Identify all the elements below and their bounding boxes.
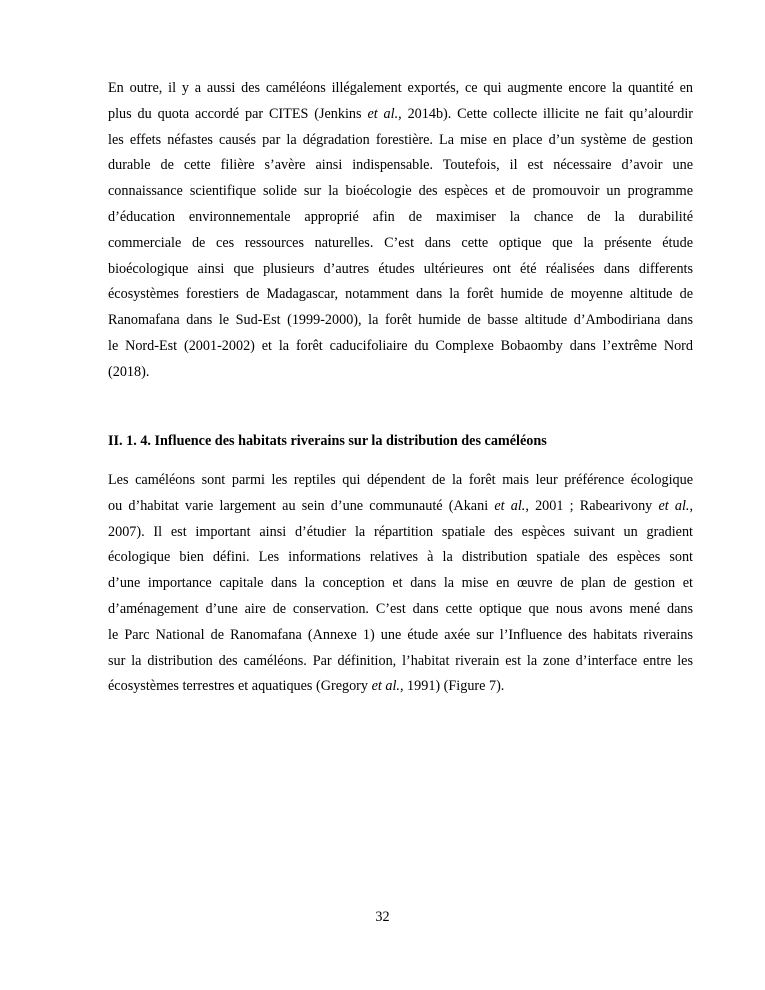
paragraph-riparian-habitats bbox=[108, 468, 693, 700]
paragraph-line: plus du quota accordé par CITES (Jenkins et al., 2014b). Cette collecte illicite ne fait qu’alourdir bbox=[108, 105, 693, 122]
paragraph-line: sur la distribution des caméléons. Par définition, l’habitat riverain est la zone d’interface entre les bbox=[108, 652, 693, 669]
paragraph-line: d’une importance capitale dans la conception et dans la mise en œuvre de plan de gestion et bbox=[108, 575, 693, 592]
paragraph-line: Les caméléons sont parmi les reptiles qui dépendent de la forêt mais leur préférence écologique bbox=[108, 472, 693, 488]
paragraph-line: connaissance scientifique solide sur la bioécologie des espèces et de promouvoir un programme bbox=[108, 183, 693, 200]
paragraph-line: commerciale de ces ressources naturelles. C’est dans cette optique que la présente étude bbox=[108, 234, 693, 251]
paragraph-line: écosystèmes forestiers de Madagascar, notamment dans la forêt humide de moyenne altitude de bbox=[108, 286, 693, 303]
paragraph-line: (2018). bbox=[108, 363, 150, 380]
paragraph-line: 2007). Il est important ainsi d’étudier la répartition spatiale des espèces suivant un gradient bbox=[108, 523, 693, 540]
paragraph-line: ou d’habitat varie largement au sein d’une communauté (Akani et al., 2001 ; Rabearivony et al., bbox=[108, 497, 694, 514]
paragraph-line: Ranomafana dans le Sud-Est (1999-2000), la forêt humide de basse altitude d’Ambodiriana dans bbox=[108, 312, 693, 329]
paragraph-line: écologique bien défini. Les informations relatives à la distribution spatiale des espèces sont bbox=[108, 549, 693, 566]
paragraph-line: les effets néfastes causés par la dégradation forestière. La mise en place d’un système de gestion bbox=[108, 131, 693, 148]
paragraph-line: écosystèmes terrestres et aquatiques (Gregory et al., 1991) (Figure 7). bbox=[108, 678, 505, 695]
paragraph-line: En outre, il y a aussi des caméléons illégalement exportés, ce qui augmente encore la quantité en bbox=[108, 80, 693, 96]
paragraph-chameleon-trade bbox=[108, 76, 693, 386]
paragraph-line: le Nord-Est (2001-2002) et la forêt caducifoliaire du Complexe Bobaomby dans l’extrême Nord bbox=[108, 337, 693, 354]
paragraph-line: bioécologique ainsi que plusieurs d’autres études ultérieures ont été réalisées dans differents bbox=[108, 260, 693, 277]
paragraph-line: d’aménagement d’une aire de conservation. C’est dans cette optique que nous avons mené dans bbox=[108, 600, 693, 617]
paragraph-line: durable de cette filière s’avère ainsi indispensable. Toutefois, il est nécessaire d’avoir une bbox=[108, 157, 693, 174]
section-heading: II. 1. 4. Influence des habitats riverains sur la distribution des caméléons bbox=[108, 433, 547, 449]
paragraph-line: d’éducation environnementale approprié afin de maximiser la chance de la durabilité bbox=[108, 208, 693, 225]
paragraph-line: le Parc National de Ranomafana (Annexe 1) une étude axée sur l’Influence des habitats riverains bbox=[108, 626, 693, 643]
page-number: 32 bbox=[375, 909, 390, 925]
